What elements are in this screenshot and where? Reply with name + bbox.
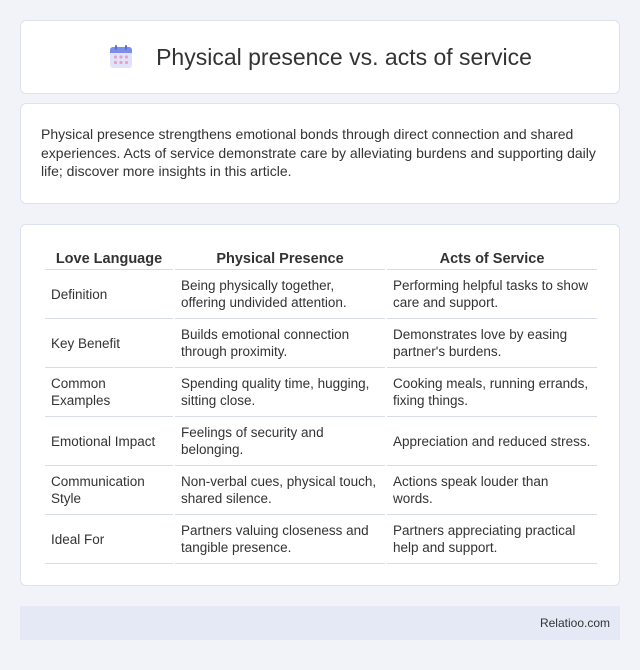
acts-of-service-cell: Partners appreciating practical help and support. (387, 515, 597, 564)
footer-brand: Relatioo.com (539, 616, 610, 630)
intro-card (20, 103, 620, 204)
comparison-table (43, 245, 599, 564)
row-label: Definition (45, 270, 173, 319)
physical-presence-cell: Being physically together, offering undivided attention. (175, 270, 385, 319)
row-label: Emotional Impact (45, 417, 173, 466)
acts-of-service-cell: Actions speak louder than words. (387, 466, 597, 515)
footer (20, 606, 620, 640)
row-label: Ideal For (45, 515, 173, 564)
table-row (45, 319, 597, 368)
acts-of-service-cell: Performing helpful tasks to show care and support. (387, 270, 597, 319)
table-row (45, 417, 597, 466)
row-label: Key Benefit (45, 319, 173, 368)
calendar-icon (108, 44, 134, 70)
physical-presence-cell: Spending quality time, hugging, sitting close. (175, 368, 385, 417)
physical-presence-cell: Feelings of security and belonging. (175, 417, 385, 466)
row-label: Common Examples (45, 368, 173, 417)
page-title: Physical presence vs. acts of service (156, 43, 532, 70)
comparison-table-card (20, 224, 620, 586)
intro-text: Physical presence strengthens emotional bonds through direct connection and shared experiences. Acts of service demonstrate care by alleviating burdens and supporting daily life; discover more insights in this article. (41, 126, 596, 179)
row-label: Communication Style (45, 466, 173, 515)
acts-of-service-cell: Appreciation and reduced stress. (387, 417, 597, 466)
title-card (20, 20, 620, 94)
table-row (45, 515, 597, 564)
table-row (45, 270, 597, 319)
physical-presence-cell: Partners valuing closeness and tangible presence. (175, 515, 385, 564)
physical-presence-cell: Non-verbal cues, physical touch, shared silence. (175, 466, 385, 515)
table-row (45, 466, 597, 515)
table-row (45, 368, 597, 417)
column-header-physical-presence: Physical Presence (175, 245, 385, 270)
acts-of-service-cell: Demonstrates love by easing partner's burdens. (387, 319, 597, 368)
acts-of-service-cell: Cooking meals, running errands, fixing things. (387, 368, 597, 417)
column-header-love-language: Love Language (45, 245, 173, 270)
column-header-acts-of-service: Acts of Service (387, 245, 597, 270)
physical-presence-cell: Builds emotional connection through proximity. (175, 319, 385, 368)
table-header-row (45, 245, 597, 270)
